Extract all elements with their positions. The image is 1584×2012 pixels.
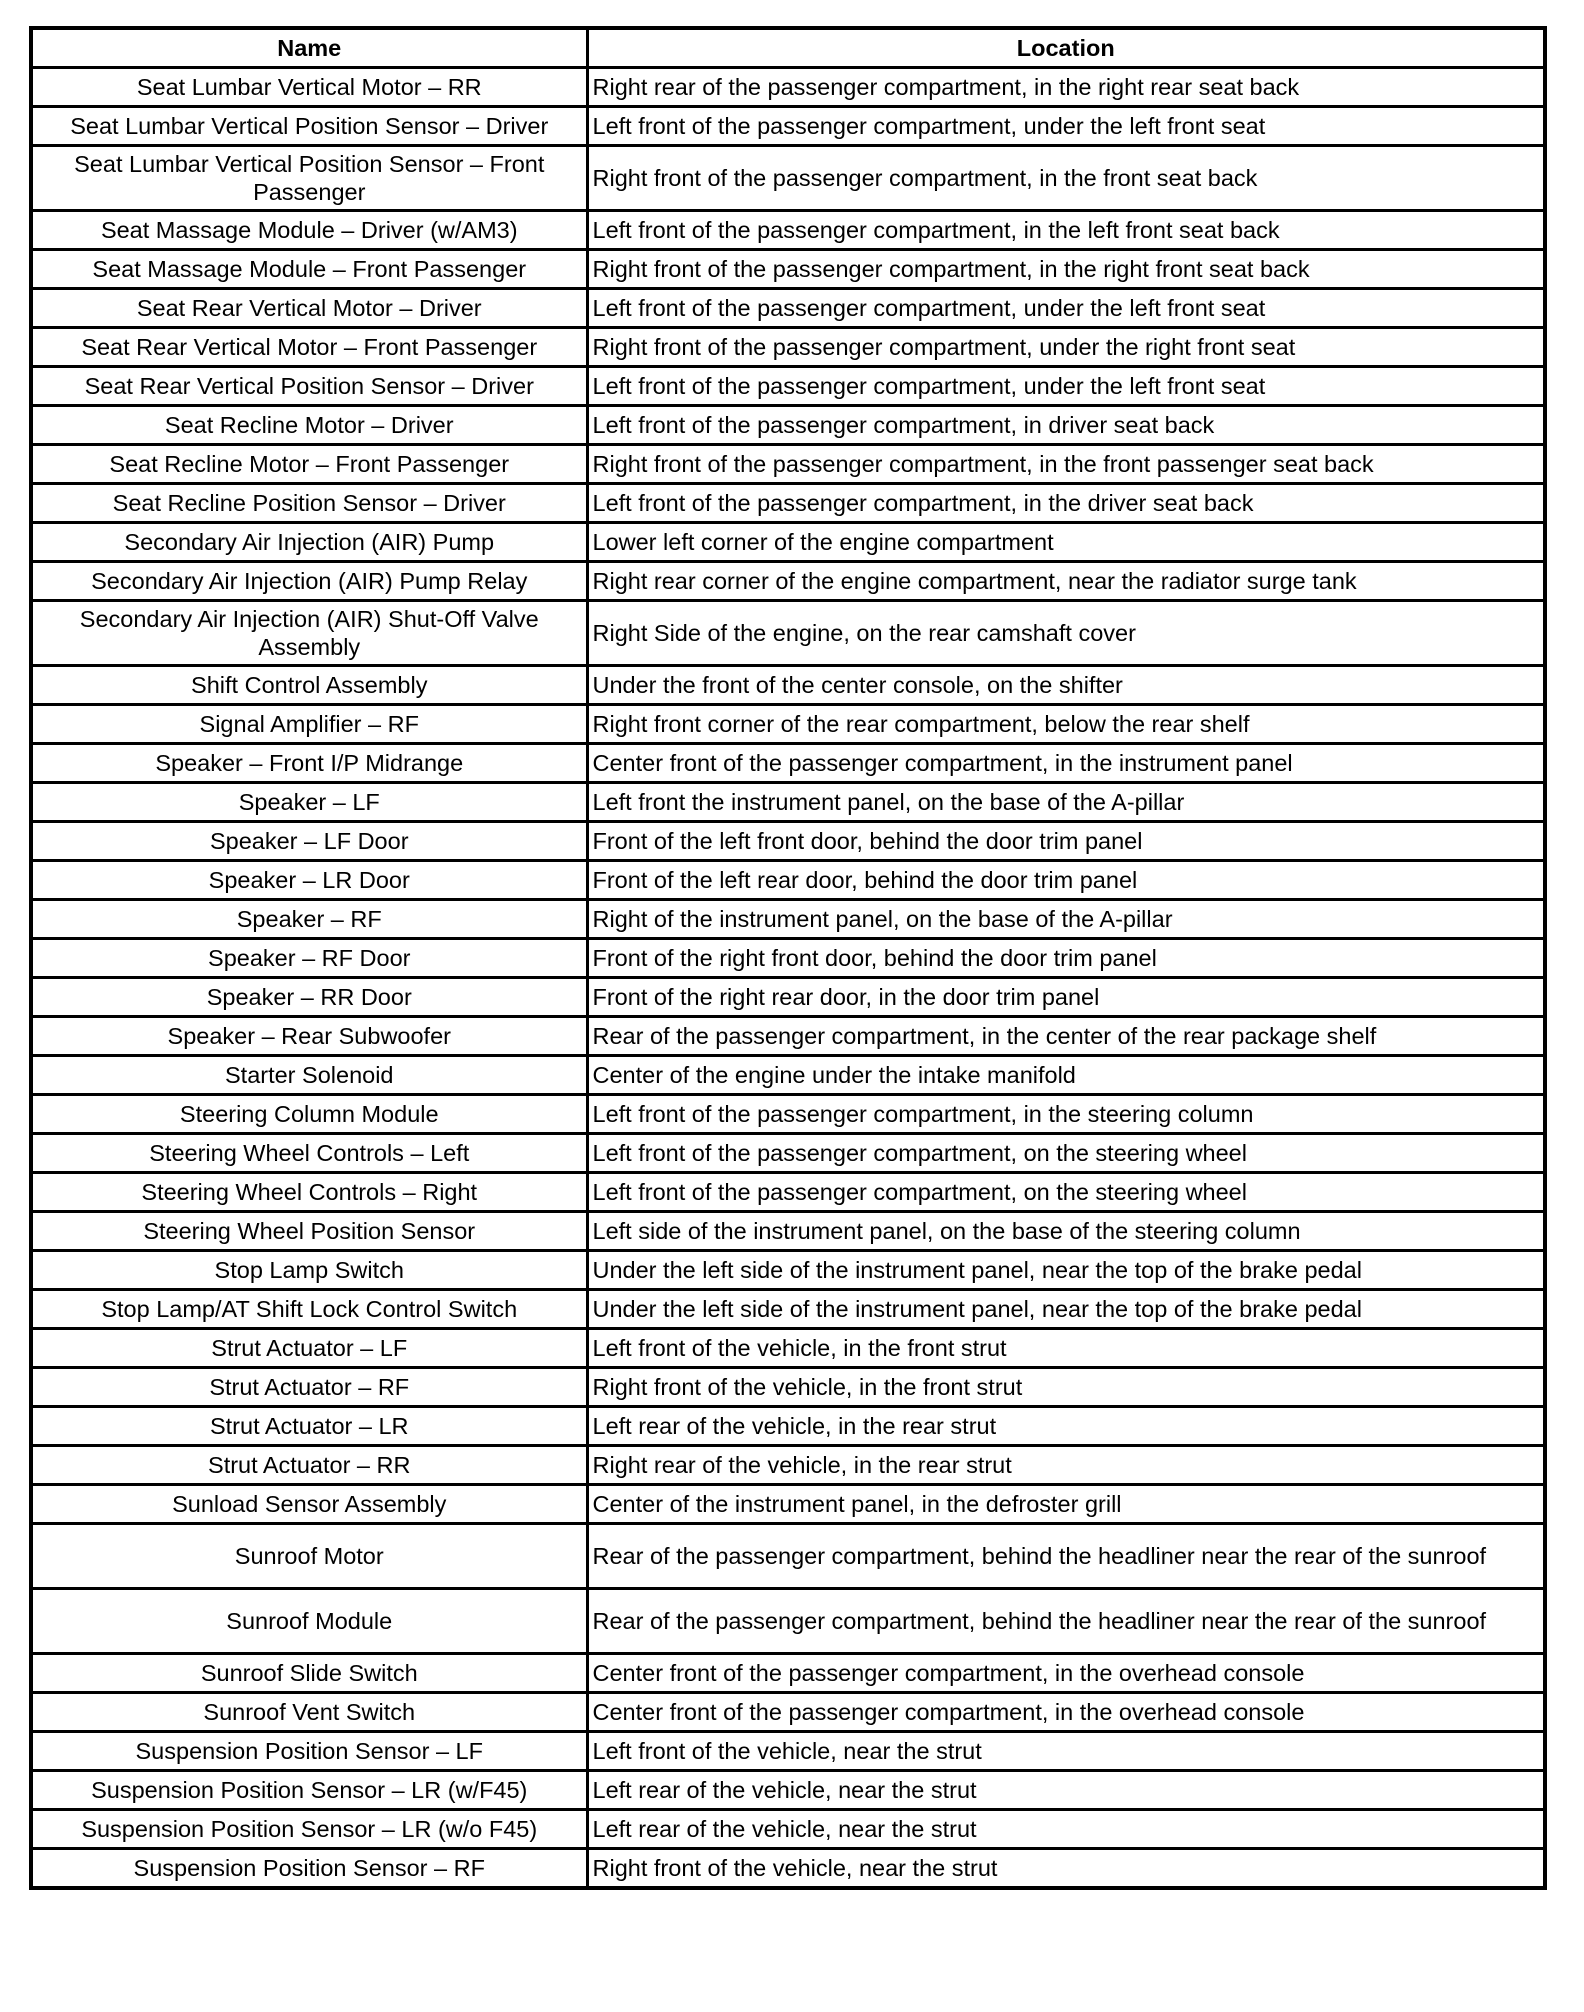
component-location-cell: Right rear of the vehicle, in the rear strut bbox=[587, 1446, 1545, 1485]
component-name-cell: Seat Lumbar Vertical Motor – RR bbox=[31, 68, 587, 107]
component-location-cell: Under the front of the center console, on the shifter bbox=[587, 666, 1545, 705]
table-row bbox=[31, 939, 1545, 978]
component-location-cell: Under the left side of the instrument panel, near the top of the brake pedal bbox=[587, 1290, 1545, 1329]
table-row bbox=[31, 211, 1545, 250]
table-row bbox=[31, 1589, 1545, 1654]
table-row bbox=[31, 1849, 1545, 1889]
table-row bbox=[31, 367, 1545, 406]
component-name-cell: Speaker – LF Door bbox=[31, 822, 587, 861]
component-name-cell: Speaker – RF bbox=[31, 900, 587, 939]
table-row bbox=[31, 1212, 1545, 1251]
component-location-cell: Front of the left front door, behind the door trim panel bbox=[587, 822, 1545, 861]
component-location-cell: Right front of the passenger compartment, under the right front seat bbox=[587, 328, 1545, 367]
name-column-header: Name bbox=[31, 28, 587, 68]
component-name-cell: Seat Rear Vertical Motor – Driver bbox=[31, 289, 587, 328]
table-row bbox=[31, 978, 1545, 1017]
component-name-cell: Speaker – LR Door bbox=[31, 861, 587, 900]
table-row bbox=[31, 146, 1545, 211]
component-name-cell: Seat Recline Motor – Front Passenger bbox=[31, 445, 587, 484]
table-row bbox=[31, 822, 1545, 861]
component-location-cell: Right front of the passenger compartment, in the front seat back bbox=[587, 146, 1545, 211]
component-location-cell: Left front of the passenger compartment, under the left front seat bbox=[587, 107, 1545, 146]
component-name-cell: Suspension Position Sensor – LF bbox=[31, 1732, 587, 1771]
component-location-cell: Left front of the vehicle, in the front strut bbox=[587, 1329, 1545, 1368]
component-location-cell: Rear of the passenger compartment, behind the headliner near the rear of the sunroof bbox=[587, 1524, 1545, 1589]
component-location-cell: Left front of the vehicle, near the strut bbox=[587, 1732, 1545, 1771]
table-row bbox=[31, 1134, 1545, 1173]
component-location-cell: Lower left corner of the engine compartment bbox=[587, 523, 1545, 562]
component-name-cell: Steering Wheel Controls – Left bbox=[31, 1134, 587, 1173]
component-name-cell: Steering Wheel Controls – Right bbox=[31, 1173, 587, 1212]
component-location-cell: Right rear corner of the engine compartment, near the radiator surge tank bbox=[587, 562, 1545, 601]
component-name-cell: Suspension Position Sensor – LR (w/F45) bbox=[31, 1771, 587, 1810]
table-body bbox=[31, 68, 1545, 1889]
component-name-cell: Secondary Air Injection (AIR) Pump Relay bbox=[31, 562, 587, 601]
component-location-cell: Left front of the passenger compartment, in the driver seat back bbox=[587, 484, 1545, 523]
component-location-cell: Front of the right front door, behind the door trim panel bbox=[587, 939, 1545, 978]
component-name-cell: Sunload Sensor Assembly bbox=[31, 1485, 587, 1524]
table-row bbox=[31, 1251, 1545, 1290]
table-row bbox=[31, 1485, 1545, 1524]
component-location-cell: Left rear of the vehicle, near the strut bbox=[587, 1810, 1545, 1849]
table-row bbox=[31, 705, 1545, 744]
component-name-cell: Secondary Air Injection (AIR) Shut-Off Valve Assembly bbox=[31, 601, 587, 666]
location-column-header: Location bbox=[587, 28, 1545, 68]
table-row bbox=[31, 900, 1545, 939]
component-location-cell: Under the left side of the instrument panel, near the top of the brake pedal bbox=[587, 1251, 1545, 1290]
component-location-cell: Left front of the passenger compartment, on the steering wheel bbox=[587, 1173, 1545, 1212]
table-row bbox=[31, 1654, 1545, 1693]
table-row bbox=[31, 666, 1545, 705]
table-row bbox=[31, 445, 1545, 484]
component-location-cell: Left rear of the vehicle, near the strut bbox=[587, 1771, 1545, 1810]
component-name-cell: Strut Actuator – RR bbox=[31, 1446, 587, 1485]
component-location-cell: Rear of the passenger compartment, in the center of the rear package shelf bbox=[587, 1017, 1545, 1056]
component-name-cell: Seat Massage Module – Driver (w/AM3) bbox=[31, 211, 587, 250]
component-name-cell: Starter Solenoid bbox=[31, 1056, 587, 1095]
component-location-cell: Left front of the passenger compartment, under the left front seat bbox=[587, 367, 1545, 406]
table-header-row bbox=[31, 28, 1545, 68]
component-location-cell: Right front of the vehicle, near the strut bbox=[587, 1849, 1545, 1889]
table-row bbox=[31, 783, 1545, 822]
component-location-cell: Center front of the passenger compartment, in the instrument panel bbox=[587, 744, 1545, 783]
table-row bbox=[31, 1693, 1545, 1732]
table-row bbox=[31, 1407, 1545, 1446]
component-name-cell: Secondary Air Injection (AIR) Pump bbox=[31, 523, 587, 562]
component-name-cell: Speaker – Rear Subwoofer bbox=[31, 1017, 587, 1056]
component-location-cell: Right front of the passenger compartment, in the right front seat back bbox=[587, 250, 1545, 289]
component-name-cell: Seat Rear Vertical Motor – Front Passenger bbox=[31, 328, 587, 367]
table-row bbox=[31, 1524, 1545, 1589]
table-row bbox=[31, 1017, 1545, 1056]
component-name-cell: Strut Actuator – RF bbox=[31, 1368, 587, 1407]
component-location-cell: Left front of the passenger compartment, in the left front seat back bbox=[587, 211, 1545, 250]
component-name-cell: Steering Wheel Position Sensor bbox=[31, 1212, 587, 1251]
component-name-cell: Speaker – Front I/P Midrange bbox=[31, 744, 587, 783]
component-name-cell: Sunroof Motor bbox=[31, 1524, 587, 1589]
component-location-cell: Left front of the passenger compartment, in driver seat back bbox=[587, 406, 1545, 445]
component-location-cell: Center of the engine under the intake manifold bbox=[587, 1056, 1545, 1095]
component-location-cell: Rear of the passenger compartment, behind the headliner near the rear of the sunroof bbox=[587, 1589, 1545, 1654]
component-name-cell: Seat Lumbar Vertical Position Sensor – Driver bbox=[31, 107, 587, 146]
component-name-cell: Stop Lamp Switch bbox=[31, 1251, 587, 1290]
component-name-cell: Signal Amplifier – RF bbox=[31, 705, 587, 744]
table-row bbox=[31, 1446, 1545, 1485]
component-name-cell: Strut Actuator – LF bbox=[31, 1329, 587, 1368]
component-location-cell: Right rear of the passenger compartment, in the right rear seat back bbox=[587, 68, 1545, 107]
component-name-cell: Steering Column Module bbox=[31, 1095, 587, 1134]
table-row bbox=[31, 861, 1545, 900]
component-name-cell: Strut Actuator – LR bbox=[31, 1407, 587, 1446]
component-location-cell: Front of the left rear door, behind the door trim panel bbox=[587, 861, 1545, 900]
table-row bbox=[31, 744, 1545, 783]
component-name-cell: Speaker – LF bbox=[31, 783, 587, 822]
component-location-cell: Left rear of the vehicle, in the rear strut bbox=[587, 1407, 1545, 1446]
component-location-cell: Left side of the instrument panel, on the base of the steering column bbox=[587, 1212, 1545, 1251]
table-row bbox=[31, 1290, 1545, 1329]
component-name-cell: Speaker – RR Door bbox=[31, 978, 587, 1017]
table-row bbox=[31, 1095, 1545, 1134]
table-row bbox=[31, 1771, 1545, 1810]
table-row bbox=[31, 1173, 1545, 1212]
component-location-cell: Left front of the passenger compartment, on the steering wheel bbox=[587, 1134, 1545, 1173]
table-row bbox=[31, 1056, 1545, 1095]
component-location-cell: Left front the instrument panel, on the base of the A-pillar bbox=[587, 783, 1545, 822]
table-row bbox=[31, 250, 1545, 289]
component-name-cell: Sunroof Vent Switch bbox=[31, 1693, 587, 1732]
component-location-cell: Right front of the vehicle, in the front strut bbox=[587, 1368, 1545, 1407]
table-row bbox=[31, 68, 1545, 107]
component-name-cell: Seat Lumbar Vertical Position Sensor – Front Passenger bbox=[31, 146, 587, 211]
component-name-cell: Suspension Position Sensor – RF bbox=[31, 1849, 587, 1889]
component-name-cell: Sunroof Slide Switch bbox=[31, 1654, 587, 1693]
component-name-cell: Suspension Position Sensor – LR (w/o F45) bbox=[31, 1810, 587, 1849]
component-name-cell: Speaker – RF Door bbox=[31, 939, 587, 978]
component-location-cell: Right of the instrument panel, on the base of the A-pillar bbox=[587, 900, 1545, 939]
component-name-cell: Seat Massage Module – Front Passenger bbox=[31, 250, 587, 289]
component-name-cell: Seat Recline Position Sensor – Driver bbox=[31, 484, 587, 523]
component-location-cell: Right front of the passenger compartment, in the front passenger seat back bbox=[587, 445, 1545, 484]
table-row bbox=[31, 1810, 1545, 1849]
table-row bbox=[31, 328, 1545, 367]
component-location-cell: Center front of the passenger compartment, in the overhead console bbox=[587, 1654, 1545, 1693]
table-row bbox=[31, 1329, 1545, 1368]
table-row bbox=[31, 406, 1545, 445]
table-row bbox=[31, 484, 1545, 523]
component-location-cell: Center of the instrument panel, in the defroster grill bbox=[587, 1485, 1545, 1524]
table-row bbox=[31, 601, 1545, 666]
table-row bbox=[31, 1368, 1545, 1407]
component-location-cell: Left front of the passenger compartment, in the steering column bbox=[587, 1095, 1545, 1134]
table-row bbox=[31, 562, 1545, 601]
component-location-cell: Left front of the passenger compartment, under the left front seat bbox=[587, 289, 1545, 328]
component-name-cell: Sunroof Module bbox=[31, 1589, 587, 1654]
component-location-cell: Front of the right rear door, in the door trim panel bbox=[587, 978, 1545, 1017]
table-row bbox=[31, 1732, 1545, 1771]
location-table-page bbox=[29, 26, 1543, 1890]
component-name-cell: Seat Recline Motor – Driver bbox=[31, 406, 587, 445]
table-row bbox=[31, 107, 1545, 146]
table-row bbox=[31, 289, 1545, 328]
component-location-table bbox=[29, 26, 1547, 1890]
component-name-cell: Seat Rear Vertical Position Sensor – Driver bbox=[31, 367, 587, 406]
component-location-cell: Right Side of the engine, on the rear camshaft cover bbox=[587, 601, 1545, 666]
component-name-cell: Stop Lamp/AT Shift Lock Control Switch bbox=[31, 1290, 587, 1329]
component-location-cell: Center front of the passenger compartment, in the overhead console bbox=[587, 1693, 1545, 1732]
table-row bbox=[31, 523, 1545, 562]
component-name-cell: Shift Control Assembly bbox=[31, 666, 587, 705]
component-location-cell: Right front corner of the rear compartment, below the rear shelf bbox=[587, 705, 1545, 744]
